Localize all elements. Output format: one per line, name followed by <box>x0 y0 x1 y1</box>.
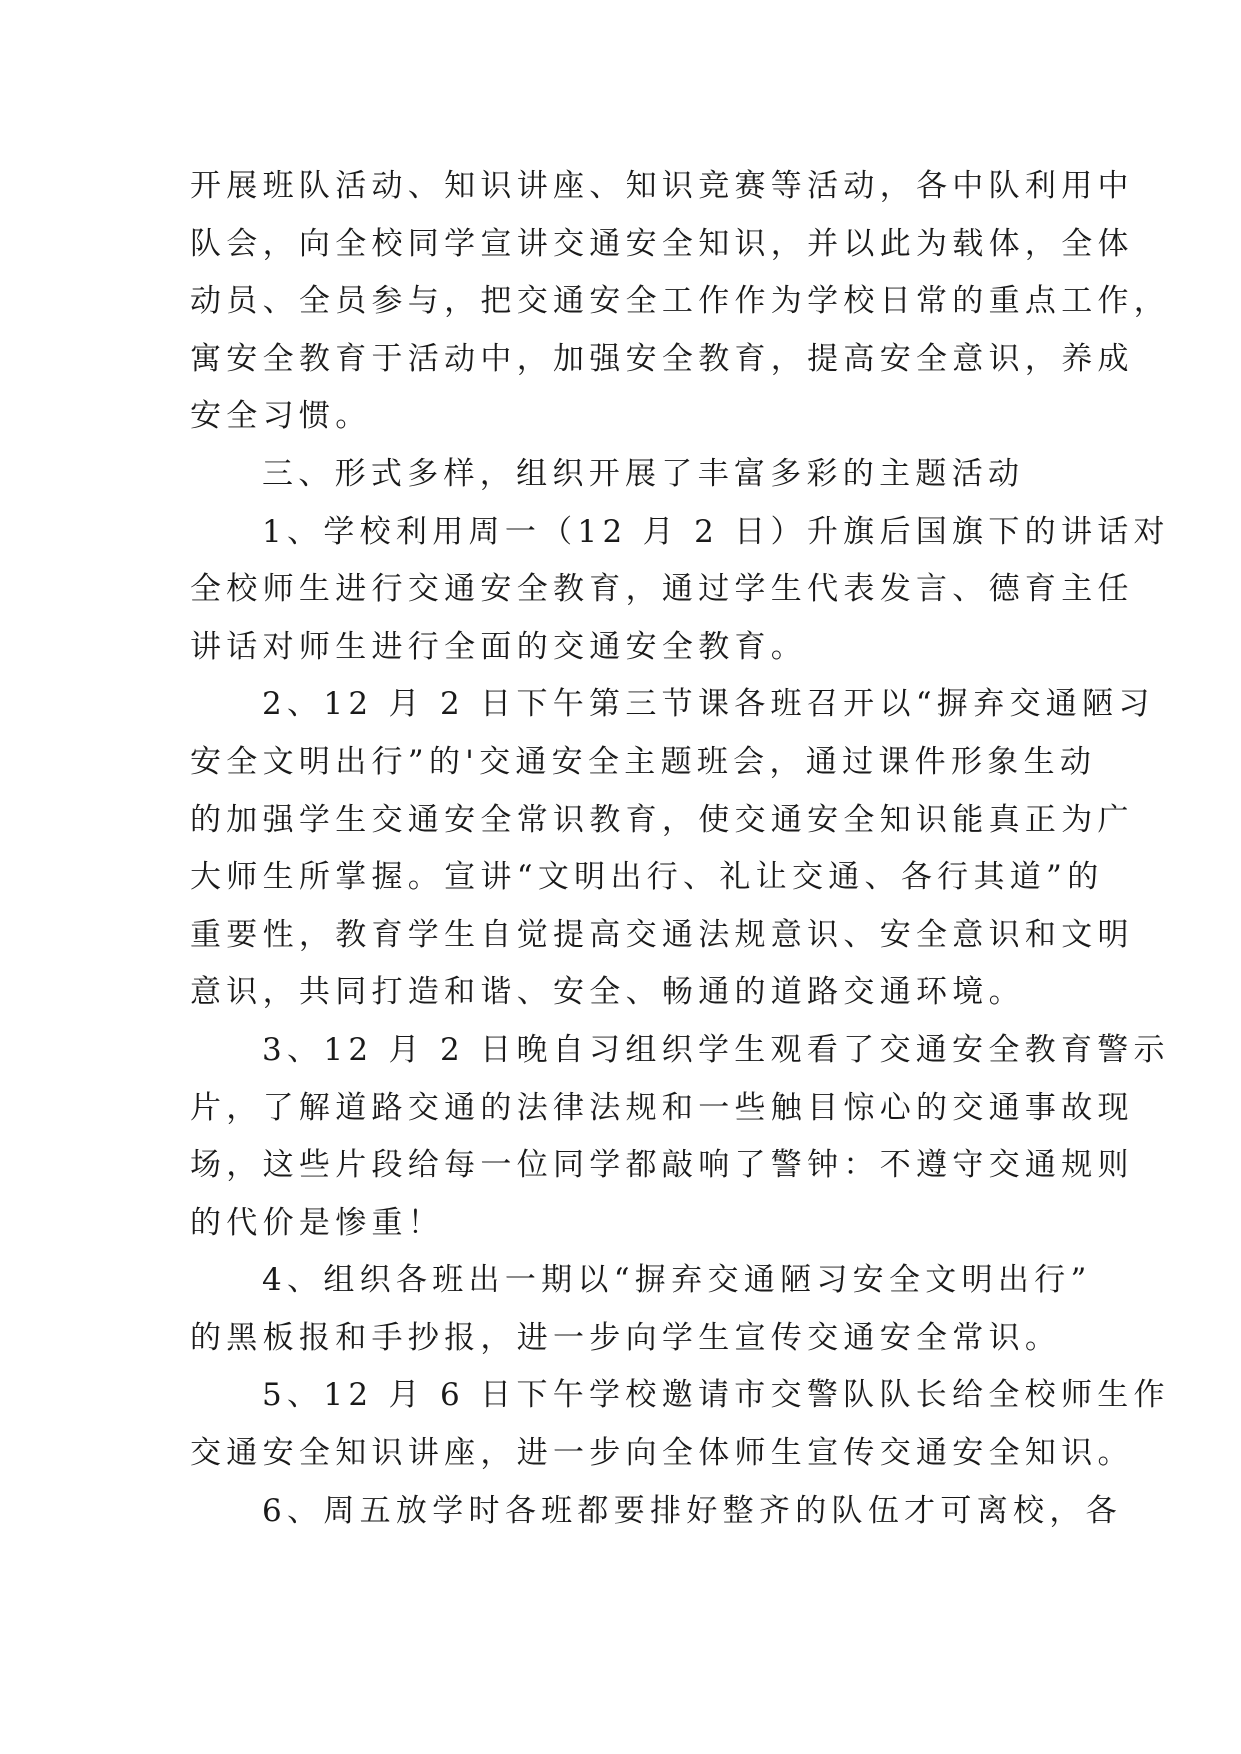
text-line: 大师生所掌握。宣讲“文明出行、礼让交通、各行其道”的 <box>190 859 1104 896</box>
text-line: 片，了解道路交通的法律法规和一些触目惊心的交通事故现 <box>190 1089 1134 1126</box>
text-line: 1、学校利用周一（12 月 2 日）升旗后国旗下的讲话对 <box>262 513 1170 550</box>
text-line: 寓安全教育于活动中，加强安全教育，提高安全意识，养成 <box>190 340 1134 377</box>
body-text <box>190 158 1171 1540</box>
text-line: 交通安全知识讲座，进一步向全体师生宣传交通安全知识。 <box>190 1435 1134 1472</box>
text-line: 2、12 月 2 日下午第三节课各班召开以“摒弃交通陋习 <box>262 686 1155 723</box>
text-line: 6、周五放学时各班都要排好整齐的队伍才可离校，各 <box>262 1492 1122 1529</box>
text-line: 讲话对师生进行全面的交通安全教育。 <box>190 628 808 665</box>
text-line: 开展班队活动、知识讲座、知识竞赛等活动，各中队利用中 <box>190 168 1134 204</box>
text-line: 场，这些片段给每一位同学都敲响了警钟：不遵守交通规则 <box>190 1147 1134 1184</box>
text-line: 意识，共同打造和谐、安全、畅通的道路交通环境。 <box>190 974 1025 1011</box>
text-line: 安全习惯。 <box>190 398 372 435</box>
text-line: 4、组织各班出一期以“摒弃交通陋习安全文明出行” <box>262 1262 1092 1299</box>
text-line: 三、形式多样，组织开展了丰富多彩的主题活动 <box>262 455 1025 492</box>
text-line: 的黑板报和手抄报，进一步向学生宣传交通安全常识。 <box>190 1319 1062 1356</box>
text-line: 3、12 月 2 日晚自习组织学生观看了交通安全教育警示 <box>262 1031 1170 1068</box>
text-line: 队会，向全校同学宣讲交通安全知识，并以此为载体，全体 <box>190 225 1134 262</box>
text-line: 的加强学生交通安全常识教育，使交通安全知识能真正为广 <box>190 801 1134 838</box>
text-line: 5、12 月 6 日下午学校邀请市交警队队长给全校师生作 <box>262 1377 1170 1414</box>
text-line: 全校师生进行交通安全教育，通过学生代表发言、德育主任 <box>190 571 1134 608</box>
text-line: 安全文明出行”的'交通安全主题班会，通过课件形象生动 <box>190 743 1097 780</box>
text-line: 的代价是惨重！ <box>190 1204 445 1241</box>
text-line: 动员、全员参与，把交通安全工作作为学校日常的重点工作， <box>190 283 1171 320</box>
text-line: 重要性，教育学生自觉提高交通法规意识、安全意识和文明 <box>190 916 1134 953</box>
